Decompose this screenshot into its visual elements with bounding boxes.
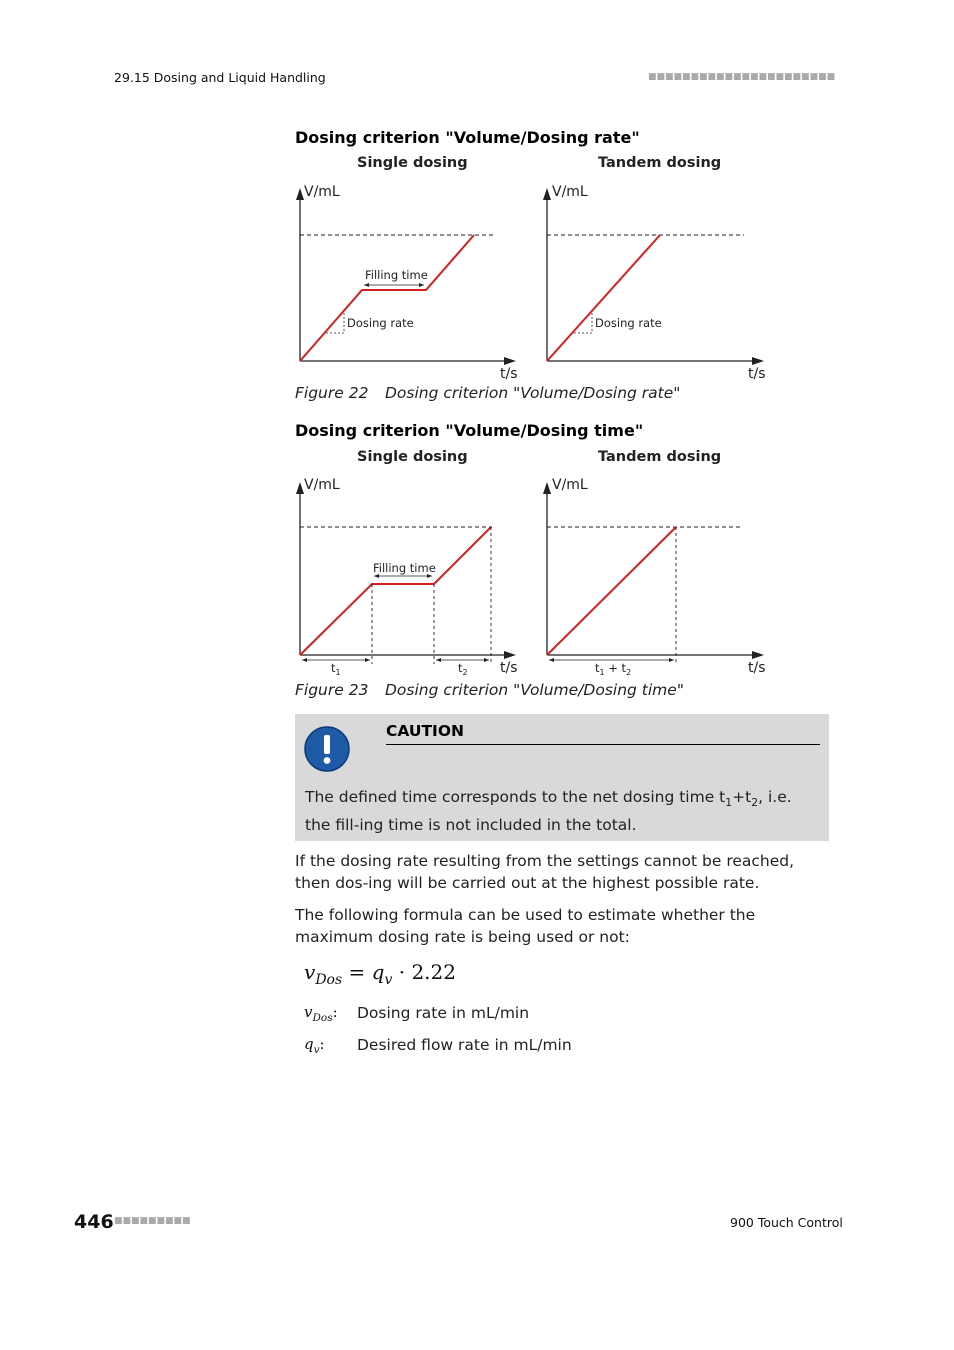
paragraph-dosing-rate: If the dosing rate resulting from the settings cannot be reached, then dos-ing will be carried out at the highest possible rate. [295, 852, 795, 892]
section2-left-subtitle: Single dosing [357, 449, 468, 465]
fig22-left-y-label: V/mL [304, 184, 340, 200]
figure23-text: Dosing criterion "Volume/Dosing time" [385, 681, 684, 699]
fig22-right-x-label: t/s [748, 366, 766, 382]
fig22-left-x-label: t/s [500, 366, 518, 382]
section2-title: Dosing criterion "Volume/Dosing time" [295, 421, 644, 440]
figure23-diagram [280, 472, 780, 682]
fig22-left-x-arrow [504, 357, 516, 365]
definition-text-qv: Desired flow rate in mL/min [357, 1036, 572, 1054]
figure22-diagram [280, 178, 780, 383]
section1-right-subtitle: Tandem dosing [598, 155, 722, 171]
page-number: 446 [74, 1211, 114, 1233]
footer-product: 900 Touch Control [730, 1215, 843, 1230]
figure22-text: Dosing criterion "Volume/Dosing rate" [385, 384, 681, 402]
section1-left-subtitle: Single dosing [357, 155, 468, 171]
figure23-number: Figure 23 [295, 681, 369, 699]
footer-dots: ■■■■■■■■■ [114, 1216, 191, 1226]
fig23-left-x-label: t/s [500, 660, 518, 676]
exclamation-icon [303, 725, 351, 773]
figure22-number: Figure 22 [295, 384, 369, 402]
paragraph-formula-intro: The following formula can be used to estimate whether the maximum dosing rate is being used or not: [295, 906, 756, 946]
caution-divider [386, 744, 820, 745]
definition-symbol-vdos: $v_{Dos}$: [304, 1003, 338, 1024]
caution-title: CAUTION [386, 722, 464, 740]
figure22-caption [295, 384, 680, 402]
caution-text: The defined time corresponds to the net dosing time $t_1+t_2$, i.e. the fill-ing time is not included in the total. [305, 788, 792, 835]
fig22-left-y-arrow [296, 188, 304, 200]
fig23-left-curve [300, 527, 491, 655]
formula: $v_{Dos} = q_v \cdot 2.22$ [304, 960, 456, 988]
definition-text-vdos: Dosing rate in mL/min [357, 1004, 530, 1022]
fig23-sum-label: $t_1 + t_2$ [595, 661, 632, 677]
figure23-caption [295, 681, 684, 699]
fig23-t1-label: $t_1$ [331, 661, 341, 677]
fig22-right-curve [547, 235, 660, 361]
definition-symbol-qv: $q_v$: [304, 1035, 325, 1056]
fig23-right-x-label: t/s [748, 660, 766, 676]
fig22-left-rate-label: Dosing rate [347, 316, 414, 330]
section2-right-subtitle: Tandem dosing [598, 449, 722, 465]
fig23-left-y-label: V/mL [304, 477, 340, 493]
fig22-right-chart [543, 188, 764, 365]
fig22-left-curve [300, 235, 474, 361]
running-header-section: 29.15 Dosing and Liquid Handling [114, 70, 326, 85]
fig22-right-y-label: V/mL [552, 184, 588, 200]
fig23-right-chart [543, 482, 764, 664]
fig23-right-curve [547, 527, 676, 655]
fig23-t2-label: $t_2$ [458, 661, 468, 677]
fig23-left-filling-label: Filling time [373, 561, 436, 575]
fig22-left-filling-label: Filling time [365, 268, 428, 282]
running-header-dots: ■■■■■■■■■■■■■■■■■■■■■■ [648, 72, 836, 82]
section1-title: Dosing criterion "Volume/Dosing rate" [295, 128, 640, 147]
fig23-right-y-label: V/mL [552, 477, 588, 493]
fig22-right-rate-label: Dosing rate [595, 316, 662, 330]
